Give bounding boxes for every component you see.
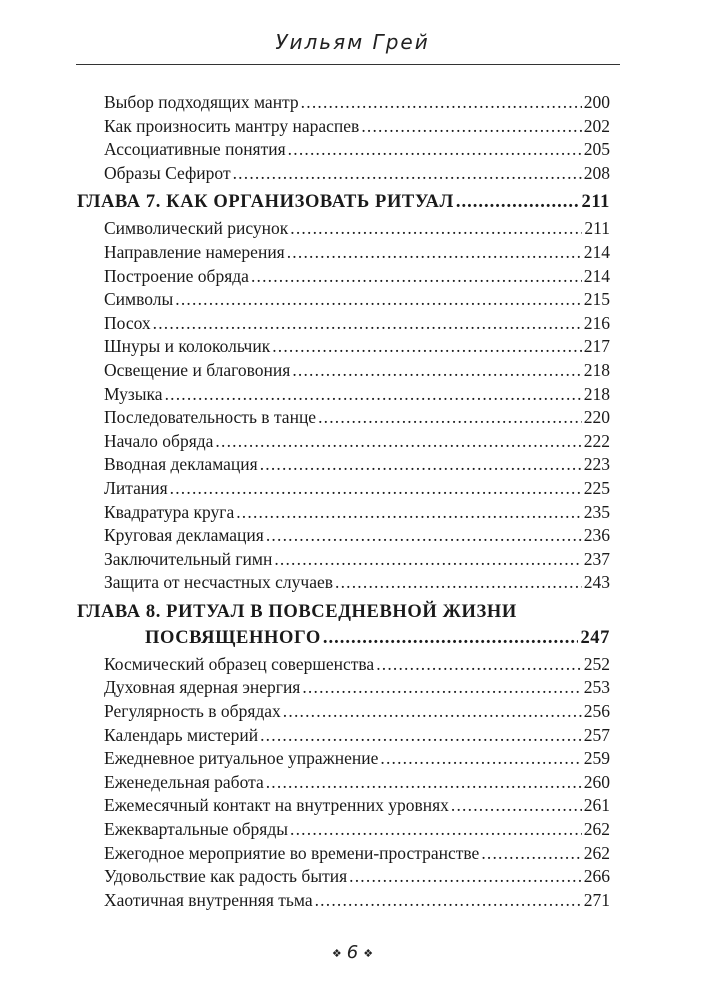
toc-entry-page-number: 200	[583, 92, 610, 112]
toc-entry-page-number: 243	[583, 572, 610, 593]
page-number: 6	[346, 942, 359, 963]
dot-leader	[451, 795, 582, 816]
toc-entry[interactable]	[77, 454, 610, 478]
running-head: Уильям Грей	[275, 30, 430, 54]
toc-entry-page-number: 271	[583, 889, 610, 910]
toc-entry-title: Календарь мистерий	[104, 724, 259, 745]
chapter-page-number: 211	[581, 192, 610, 213]
toc-entry-page-number: 215	[583, 289, 610, 310]
toc-entry[interactable]	[77, 313, 610, 337]
toc-entry-title: Круговая декламация	[104, 525, 264, 546]
toc-entry-title: Квадратура круга	[104, 501, 235, 522]
folio-ornament-left: ❖	[331, 946, 342, 960]
dot-leader	[315, 890, 582, 911]
dot-leader	[361, 116, 581, 137]
dot-leader	[283, 701, 582, 722]
page-folio	[0, 942, 705, 963]
toc-entry[interactable]	[77, 654, 610, 678]
toc-entry-title: Космический образец совершенства	[104, 653, 375, 674]
dot-leader	[376, 654, 582, 675]
dot-leader	[175, 289, 581, 310]
toc-entry-title: Освещение и благовония	[104, 359, 291, 380]
toc-entry-title: Символы	[104, 289, 174, 310]
dot-leader	[456, 192, 580, 213]
dot-leader	[302, 677, 581, 698]
toc-entry[interactable]	[77, 92, 610, 116]
toc-entry[interactable]	[77, 795, 610, 819]
toc-entry[interactable]	[77, 890, 610, 914]
dot-leader	[287, 242, 582, 263]
toc-entry-page-number: 223	[583, 454, 610, 475]
toc-entry[interactable]	[77, 218, 610, 242]
toc-entry[interactable]	[77, 431, 610, 455]
toc-entry[interactable]	[77, 525, 610, 549]
toc-entry-title: Еженедельная работа	[104, 771, 264, 792]
toc-entry[interactable]	[77, 725, 610, 749]
toc-entry-title: Ежемесячный контакт на внутренних уровнях	[104, 795, 449, 816]
toc-entry-title: Выбор подходящих мантр	[104, 92, 299, 112]
folio-ornament-right: ❖	[363, 946, 374, 960]
toc-entry-title: Музыка	[104, 383, 163, 404]
dot-leader	[323, 628, 579, 649]
toc-entry-page-number: 259	[583, 748, 610, 769]
toc-entry-title: Ассоциативные понятия	[104, 139, 286, 160]
toc-entry[interactable]	[77, 772, 610, 796]
toc-entry[interactable]	[77, 289, 610, 313]
toc-entry-page-number: 256	[583, 701, 610, 722]
dot-leader	[290, 218, 582, 239]
toc-entry-title: Образы Сефирот	[104, 162, 231, 183]
dot-leader	[153, 313, 582, 334]
toc-entry-page-number: 235	[583, 501, 610, 522]
toc-entry-title: Последовательность в танце	[104, 407, 317, 428]
toc-entry-page-number: 214	[583, 265, 610, 286]
dot-leader	[266, 525, 582, 546]
toc-entry[interactable]	[77, 242, 610, 266]
toc-entry[interactable]	[77, 819, 610, 843]
toc-entry[interactable]	[77, 163, 610, 187]
toc-entry-title: Символический рисунок	[104, 218, 289, 239]
toc-entry[interactable]	[77, 139, 610, 163]
toc-entry[interactable]	[77, 116, 610, 140]
dot-leader	[481, 843, 581, 864]
toc-entry-title: Духовная ядерная энергия	[104, 677, 301, 698]
toc-entry-page-number: 218	[583, 359, 610, 380]
chapter-title: ПОСВЯЩЕННОГО	[145, 627, 321, 648]
chapter-page-number: 247	[580, 627, 610, 648]
toc-entry[interactable]	[77, 360, 610, 384]
toc-entry-page-number: 252	[583, 653, 610, 674]
toc-entry-page-number: 225	[583, 477, 610, 498]
toc-entry-page-number: 257	[583, 724, 610, 745]
dot-leader	[236, 502, 582, 523]
dot-leader	[301, 92, 582, 113]
toc-entry-page-number: 216	[583, 312, 610, 333]
chapter-heading[interactable]	[77, 192, 610, 218]
toc-entry-title: Ежеквартальные обряды	[104, 819, 289, 840]
toc-entry[interactable]	[77, 502, 610, 526]
toc-entry-page-number: 262	[583, 842, 610, 863]
toc-entry[interactable]	[77, 748, 610, 772]
toc-entry-page-number: 214	[583, 241, 610, 262]
toc-entry[interactable]	[77, 407, 610, 431]
toc-entry-page-number: 205	[583, 139, 610, 160]
toc-entry-title: Литания	[104, 477, 168, 498]
table-of-contents	[77, 92, 610, 913]
dot-leader	[165, 384, 582, 405]
toc-entry-page-number: 266	[583, 866, 610, 887]
dot-leader	[233, 163, 582, 184]
dot-leader	[215, 431, 581, 452]
dot-leader	[251, 266, 582, 287]
dot-leader	[349, 866, 582, 887]
chapter-title: ГЛАВА 8. РИТУАЛ В ПОВСЕДНЕВНОЙ ЖИЗНИ	[77, 601, 517, 622]
toc-entry-title: Шнуры и колокольчик	[104, 336, 271, 357]
toc-entry-title: Регулярность в обрядах	[104, 701, 281, 722]
toc-entry[interactable]	[77, 701, 610, 725]
dot-leader	[318, 407, 582, 428]
toc-entry-title: Построение обряда	[104, 265, 249, 286]
toc-entry[interactable]	[77, 336, 610, 360]
toc-entry-title: Ежегодное мероприятие во времени-пространстве	[104, 842, 480, 863]
chapter-title: ГЛАВА 7. КАК ОРГАНИЗОВАТЬ РИТУАЛ	[77, 192, 454, 213]
dot-leader	[272, 336, 582, 357]
toc-entry-title: Заключительный гимн	[104, 548, 273, 569]
dot-leader	[292, 360, 581, 381]
toc-entry-page-number: 220	[583, 407, 610, 428]
toc-entry[interactable]	[77, 478, 610, 502]
toc-entry-page-number: 202	[583, 115, 610, 136]
toc-entry-title: Удовольствие как радость бытия	[104, 866, 348, 887]
toc-entry[interactable]	[77, 266, 610, 290]
toc-entry-title: Защита от несчастных случаев	[104, 572, 333, 593]
toc-entry[interactable]	[77, 843, 610, 867]
dot-leader	[170, 478, 582, 499]
dot-leader	[274, 549, 581, 570]
toc-entry[interactable]	[77, 677, 610, 701]
toc-entry-page-number: 253	[583, 677, 610, 698]
dot-leader	[290, 819, 582, 840]
dot-leader	[288, 139, 582, 160]
toc-entry-page-number: 218	[583, 383, 610, 404]
chapter-heading[interactable]	[77, 628, 610, 654]
toc-entry-page-number: 236	[583, 525, 610, 546]
toc-entry[interactable]	[77, 572, 610, 596]
toc-entry-page-number: 260	[583, 771, 610, 792]
toc-entry-page-number: 261	[583, 795, 610, 816]
dot-leader	[260, 454, 582, 475]
toc-entry-page-number: 211	[584, 218, 610, 239]
header-rule	[76, 64, 620, 65]
toc-entry[interactable]	[77, 384, 610, 408]
toc-entry[interactable]	[77, 866, 610, 890]
toc-entry-page-number: 262	[583, 819, 610, 840]
toc-entry-page-number: 208	[583, 162, 610, 183]
toc-entry-title: Как произносить мантру нараспев	[104, 115, 360, 136]
dot-leader	[266, 772, 582, 793]
toc-entry-title: Хаотичная внутренняя тьма	[104, 889, 313, 910]
dot-leader	[380, 748, 581, 769]
toc-entry-page-number: 222	[583, 430, 610, 451]
toc-entry-title: Вводная декламация	[104, 454, 258, 475]
dot-leader	[260, 725, 582, 746]
dot-leader	[335, 572, 582, 593]
toc-entry-title: Посох	[104, 312, 151, 333]
toc-entry-title: Ежедневное ритуальное упражнение	[104, 748, 379, 769]
toc-entry-page-number: 217	[583, 336, 610, 357]
chapter-heading[interactable]	[77, 602, 610, 628]
toc-entry-page-number: 237	[583, 548, 610, 569]
toc-entry[interactable]	[77, 549, 610, 573]
toc-entry-title: Начало обряда	[104, 430, 214, 451]
toc-entry-title: Направление намерения	[104, 241, 285, 262]
